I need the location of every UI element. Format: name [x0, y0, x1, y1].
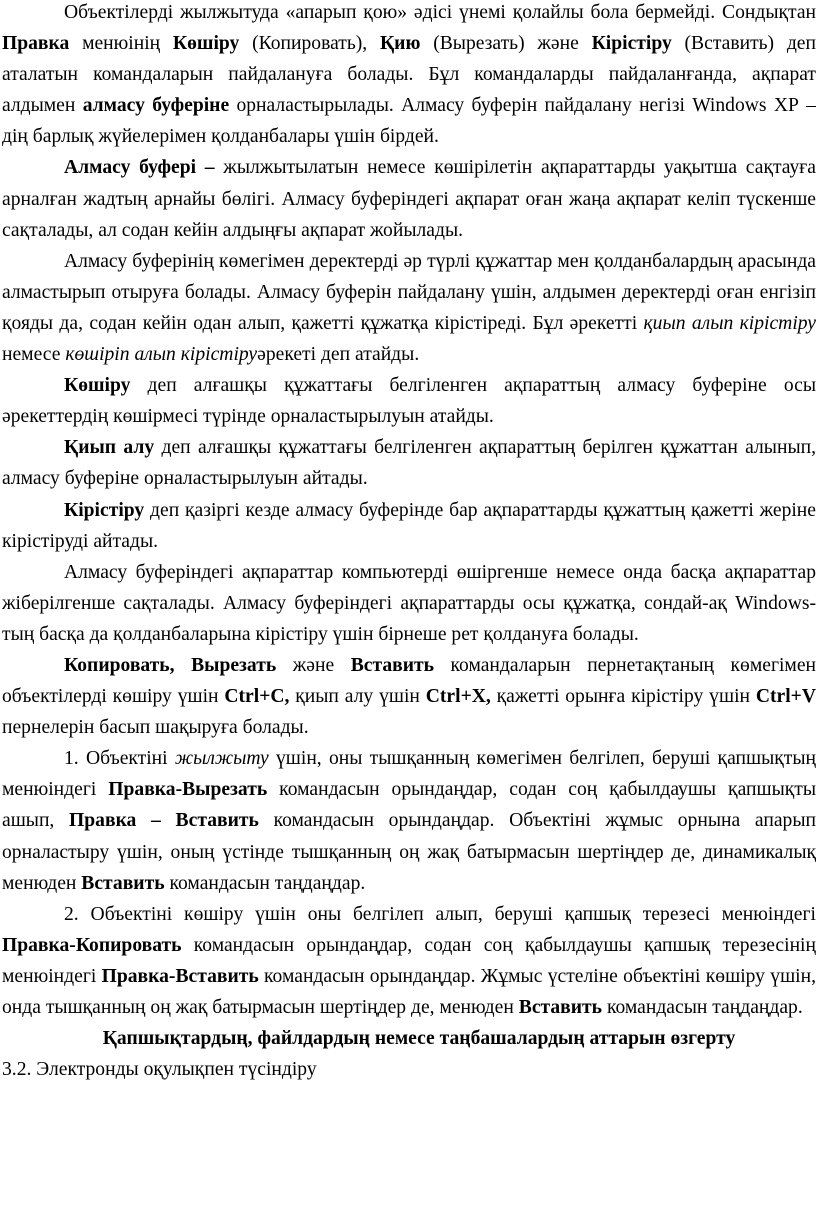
text-run: Правка-Вырезать [108, 779, 268, 801]
text-run: деп қазіргі кезде алмасу буферінде бар ақпараттарды құжаттың қажетті жеріне кірістіруді айтады. [2, 499, 816, 552]
section-heading: Қапшықтардың, файлдардың немесе таңбашалардың аттарын өзгерту [102, 1028, 736, 1050]
text-run: Ctrl+C, [224, 686, 290, 708]
text-run: Көшіру [64, 375, 131, 397]
text-run: Правка-Копировать [2, 934, 182, 956]
text-run: немесе [2, 344, 66, 366]
text-run: деп алғашқы құжаттағы белгіленген ақпараттың берілген құжаттан алынып, алмасу буферіне орналастырылуын айтады. [2, 437, 816, 490]
paragraph-2 [2, 152, 816, 245]
text-run: Алмасу буферінің көмегімен деректерді әр түрлі құжаттар мен қолданбалардың арасында алмастырып отыруға болады. Алмасу буферін пайдалану үшін, алдымен деректерді оған енгізіп қояды да, содан кейін одан алып, қажетті құжатқа кірістіреді. Бұл әрекетті [2, 250, 816, 334]
text-run: қиып алып кірістіру [643, 312, 816, 334]
text-run: алмасу буферіне [82, 95, 230, 117]
text-run: орналастырылады. Алмасу буферін пайдалану негізі Windows ХР – дің барлық жүйелерімен қолданбалары үшін бірдей. [2, 95, 816, 148]
text-run: Вставить [518, 997, 603, 1018]
text-run: Правка-Вставить [101, 965, 259, 987]
text-run: Алмасу буфері – [64, 157, 215, 179]
text-run: (Копировать), [239, 33, 380, 55]
text-run: Правка [2, 33, 70, 55]
paragraph-1 [2, 0, 816, 152]
text-run: командасын орындаңдар. Жұмыс үстеліне объектіні көшіру үшін, онда тышқанның оң жақ батырмасын шертіңдер де, менюден [2, 965, 816, 1018]
text-run: Ctrl+X, [425, 686, 491, 708]
text-run: Көшіру [172, 33, 240, 55]
paragraph-6 [2, 495, 816, 557]
text-run: Ctrl+V [755, 686, 816, 708]
text-run: Правка – Вставить [69, 810, 259, 832]
paragraph-8 [2, 650, 816, 743]
text-run: командасын таңдаңдар. [602, 997, 803, 1018]
text-run: 2. Объектіні көшіру үшін оны белгілеп алып, беруші қапшық терезесі менюіндегі [64, 903, 816, 925]
text-run: Копировать, Вырезать [64, 654, 277, 676]
text-run: көшіріп алып кірістіру [65, 344, 258, 366]
paragraph-9 [2, 743, 816, 898]
text-run: Вставить [81, 872, 165, 894]
text-run: Кірістіру [591, 33, 672, 55]
section-line: 3.2. Электронды оқулықпен түсіндіру [2, 1059, 317, 1081]
text-run: әрекеті деп атайды. [257, 344, 420, 366]
text-run: (Вырезать) және [420, 33, 592, 55]
text-run: жылжытылатын немесе көшірілетін ақпараттарды уақытша сақтауға арналған жадтың арнайы бөлігі. Алмасу буферіндегі ақпарат оған жаңа ақпарат келіп түскенше сақталады, ал содан кейін алдыңғы ақпарат жойылады. [2, 157, 816, 241]
paragraph-7 [2, 557, 816, 650]
paragraph-4 [2, 370, 816, 432]
text-run: командасын орындаңдар, содан соң қабылдаушы қапшық терезесінің менюіндегі [2, 934, 816, 987]
text-run: Объектілерді жылжытуда «апарып қою» әдісі үнемі қолайлы бола бермейді. Сондықтан [64, 2, 816, 23]
text-run: Қию [379, 33, 421, 55]
text-run: (Вставить) деп аталатын командаларын пайдалануға болады. Бұл командаларды пайдаланғанда, ақпарат алдымен [2, 33, 816, 117]
text-run: 1. Объектіні [64, 748, 175, 770]
text-run: үшін, оны тышқанның көмегімен белгілеп, беруші қапшықтың менюіндегі [2, 748, 816, 801]
text-run: қажетті орынға кірістіру үшін [490, 686, 756, 708]
text-run: менюінің [69, 33, 173, 55]
text-run: пернелерін басып шақыруға болады. [2, 717, 309, 739]
paragraph-10 [2, 899, 816, 1023]
text-run: командасын орындаңдар, содан соң қабылдаушы қапшықты ашып, [2, 779, 816, 832]
text-run: командасын орындаңдар. Объектіні жұмыс орнына апарып орналастыру үшін, оның үстінде тышқанның оң жақ батырмасын шертіңдер де, динамикалық менюден [2, 810, 816, 894]
text-run: деп алғашқы құжаттағы белгіленген ақпараттың алмасу буферіне осы әрекеттердің көшірмесі түрінде орналастырылуын атайды. [2, 375, 816, 428]
text-run: Вставить [350, 654, 434, 676]
paragraph-5 [2, 432, 816, 494]
text-run: командасын таңдаңдар. [164, 872, 366, 894]
text-run: Алмасу буферіндегі ақпараттар компьютерді өшіргенше немесе онда басқа ақпараттар жіберілгенше сақталады. Алмасу буферіндегі ақпараттарды осы құжатқа, сондай-ақ Windows-тың басқа да қолданбаларына кірістіру үшін бірнеше рет қолдануға болады. [2, 561, 816, 645]
text-run: жылжыту [174, 748, 269, 770]
paragraph-3 [2, 246, 816, 370]
text-run: және [276, 654, 351, 676]
text-run: қиып алу үшін [289, 686, 426, 708]
text-run: Кірістіру [64, 499, 145, 521]
text-run: Қиып алу [64, 437, 155, 459]
text-run: командаларын пернетақтаның көмегімен объектілерді көшіру үшін [2, 654, 816, 708]
